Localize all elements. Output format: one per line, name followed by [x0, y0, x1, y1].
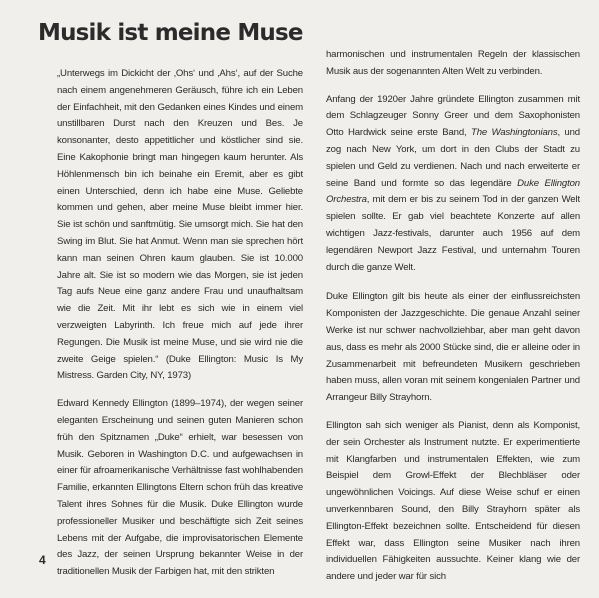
- continued-paragraph: harmonischen und instrumentalen Regeln der klassischen Musik aus der sogenannten Alten Welt zu verbinden.: [326, 49, 580, 77]
- band-history-text-c: , mit dem er bis zu seinem Tod in der ganzen Welt spielen sollte. Er gab viel beachtete Konzerte auf allen wichtigen Jazz-festivals, darunter auch 1956 auf dem legendären Newport Jazz Festival, und unternahm Touren durch die ganze Welt.: [326, 194, 580, 273]
- quote-paragraph: „Unterwegs im Dickicht der ‚Ohs‘ und ‚Ahs‘, auf der Suche nach einem angenehmeren Geräusch, führe ich ein Leben der Einfachheit, mit den Gedanken eines Kindes und einem unstillbaren Durst nach den Kreuzen und Bes. Je konsonanter, desto appetitlicher und köstlicher sind sie. Eine Kakophonie bringt man hingegen kaum herunter. Als Höhlenmensch bin ich beinahe ein Eremit, aber es gibt einen Unterschied, denn ich habe eine Muse. Geliebte kommen und gehen, aber meine Muse bleibt immer hier. Sie ist schön und sanftmütig. Sie umsorgt mich. Sie hat den Swing im Blut. Sie hat Anmut. Wenn man sie sprechen hört kann man seinen Ohren kaum glauben. Sie ist 10.000 Jahre alt. Sie ist so modern wie das Morgen, sie ist jeden Tag aufs Neue eine ganz andere Frau und unaufhaltsam wie die Zeit. Mit ihr lebt es sich wie in einem viel verzweigten Labyrinth. Ich freue mich auf jede ihrer Regungen. Die Musik ist meine Muse, und sie wird nie die zweite Geige spielen.“ (Duke Ellington: Music Is My Mistress. Garden City, NY, 1973): [57, 68, 303, 382]
- page-number: 4: [39, 553, 46, 567]
- right-column: [326, 47, 580, 597]
- page-title: Musik ist meine Muse: [38, 20, 303, 46]
- band-history-text-b: , und zog nach New York, um dort in den Clubs der Stadt zu spielen und Geld zu verdienen. Nach und nach erweiterte er seine Band und formte so das legendäre: [326, 127, 580, 189]
- band-history-paragraph: [326, 92, 580, 277]
- band-history-text-a: Anfang der 1920er Jahre gründete Ellington zusammen mit dem Schlagzeuger Sonny Greer und dem Saxophonisten Otto Hardwick seine erste Band,: [326, 93, 580, 139]
- band-name-orchestra: Duke Ellington Orchestra: [326, 177, 580, 206]
- composer-paragraph: Duke Ellington gilt bis heute als einer der einflussreichsten Komponisten der Jazzgeschichte. Die genaue Anzahl seiner Werke ist nur schwer nachvollziehbar, aber man geht davon aus, dass es mehr als 2000 Stücke sind, die er alleine oder in Zusammenarbeit mit befreundeten Musikern geschrieben haben muss, allen voran mit seinem kongenialen Partner und Arrangeur Billy Strayhorn.: [326, 291, 580, 404]
- left-column: [57, 66, 303, 592]
- band-name-washingtonians: The Washingtonians: [470, 127, 558, 139]
- ellington-effect-paragraph: Ellington sah sich weniger als Pianist, denn als Komponist, der sein Orchester als Instrument nutzte. Er experimentierte mit Klangfarben und instrumentalen Effekten, wie zum Beispiel dem Growl-Effekt der Blechbläser oder ungewöhnlichen Voicings. Auf diese Weise schuf er einen unverkennbaren Sound, den Billy Strayhorn später als Ellington-Effekt bezeichnen sollte. Entscheidend für diesen Effekt war, dass Ellington seine Musiker nach ihren individuellen Fähigkeiten aussuchte. Keiner klang wie der andere und jeder war für sich: [326, 419, 580, 583]
- biography-paragraph: Edward Kennedy Ellington (1899–1974), der wegen seiner eleganten Erscheinung und seinen guten Manieren schon früh den Spitznamen „Duke“ erhielt, war besessen von Musik. Geboren in Washington D.C. und aufgewachsen in einer für afroamerikanische Verhältnisse fast wohlhabenden Familie, erkannten Ellingtons Eltern schon früh das kreative Talent ihres Sohnes für die Musik. Duke Ellington wurde professioneller Musiker und beschäftigte sich Zeit seines Lebens mit der Aufgabe, die improvisatorischen Elemente des Jazz, der seinen Ursprung bekannter Weise in der traditionellen Musik der Farbigen hat, mit den strikten: [57, 398, 303, 578]
